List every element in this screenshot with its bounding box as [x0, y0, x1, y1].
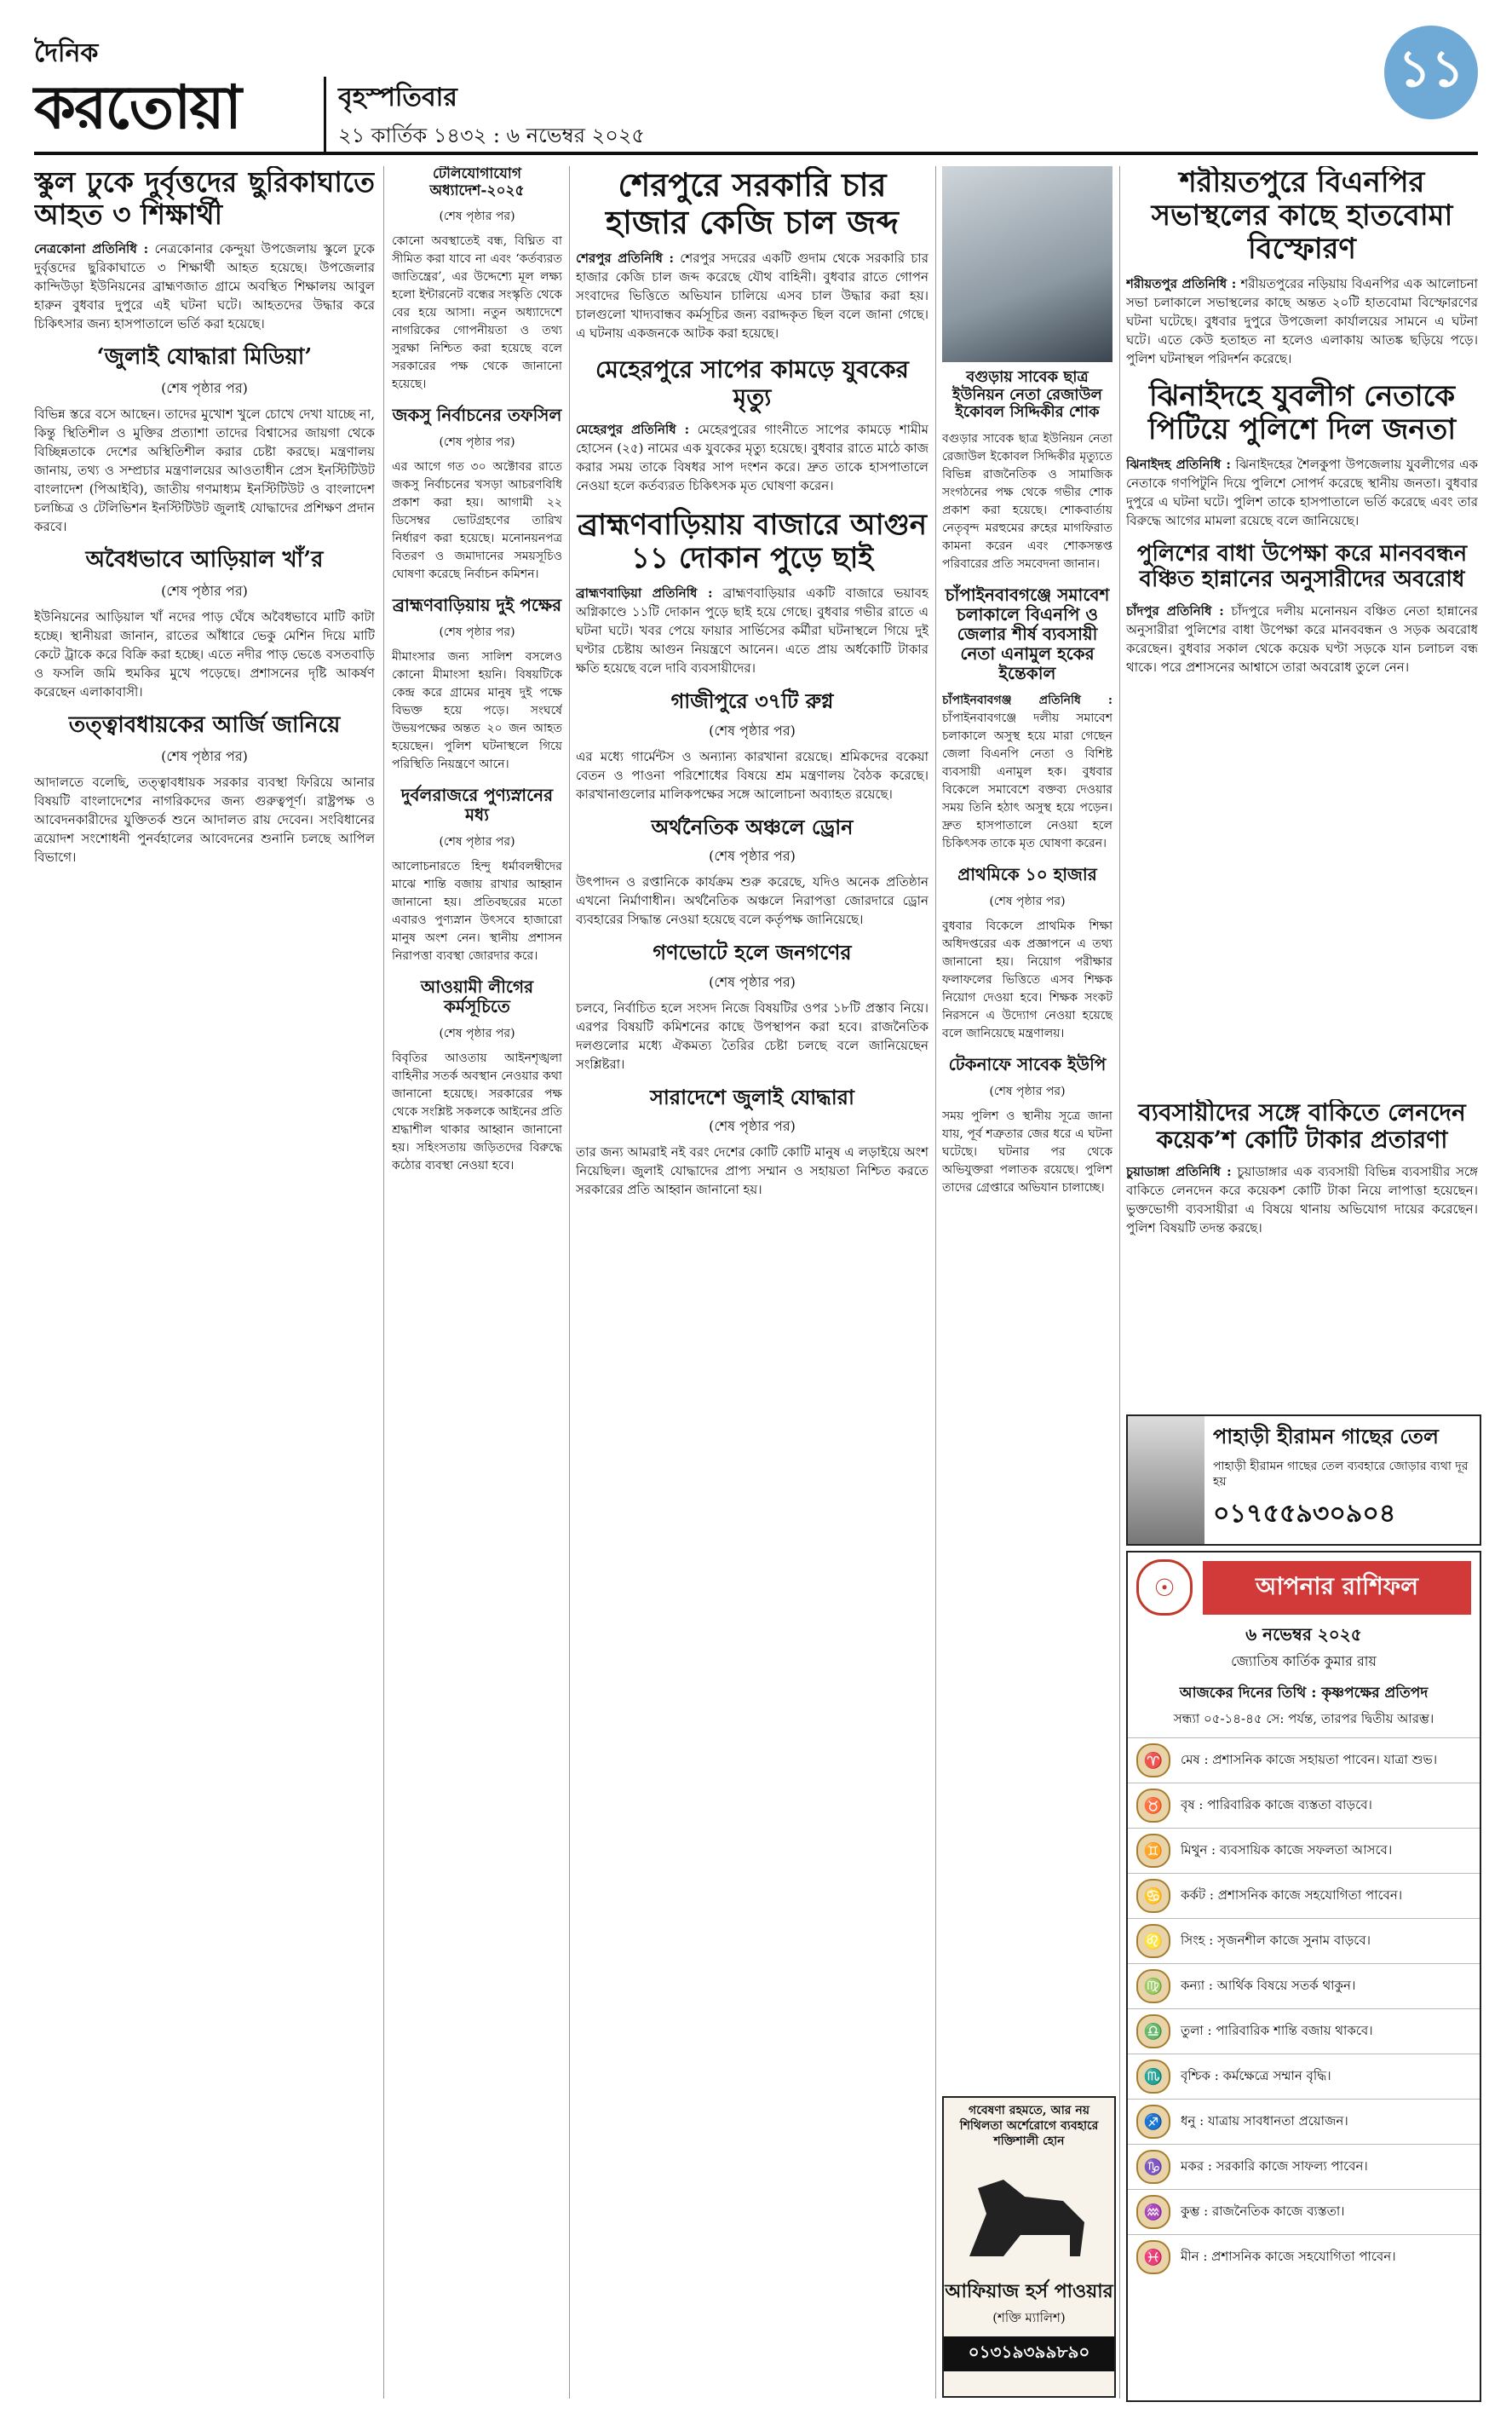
weekday: বৃহস্পতিবার [338, 83, 457, 112]
zodiac-sign-row [1128, 1963, 1480, 2008]
zodiac-sign-row [1128, 1918, 1480, 1963]
zodiac-sign-row [1128, 1783, 1480, 1828]
meherpur-headline: মেহেরপুরে সাপের কামড়ে যুবকের মৃত্যু [595, 355, 909, 412]
oil-ad-portrait [1128, 1416, 1204, 1544]
horoscope-panel [1126, 1551, 1481, 2402]
telecom-cont: (শেষ পৃষ্ঠার পর) [439, 210, 515, 224]
brahman-fire-headline: ব্রাহ্মণবাড়িয়ায় বাজারে আগুন ১১ দোকান পুড়ে ছাই [577, 507, 928, 575]
jhenaidah-body: ঝিনাইদহের শৈলকুপা উপজেলায় যুবলীগের এক নেতাকে গণপিটুনি দিয়ে পুলিশে সোপর্দ করেছে স্থানীয় জনতা। বুধবার দুপুরে এ ঘটনা ঘটে। পুলিশ তাকে হাসপাতালে ভর্তি করেছে এবং তার বিরুদ্ধে আগের মামলা রয়েছে বলে জানিয়েছে। [1126, 457, 1478, 529]
gonovote-body: চলবে, নির্বাচিত হলে সংসদ নিজে বিষয়টির ওপর ১৮টি প্রস্তাব নিয়ে। এরপর বিষয়টি কমিশনের কাছে উপস্থাপন করা হবে। রাজনৈতিক দলগুলোর মধ্যে ঐকমত্য তৈরির চেষ্টা চলছে বলে জানিয়েছেন সংশ্লিষ্টরা। [576, 999, 928, 1072]
logo-small-text: দৈনিক [34, 38, 99, 68]
school-body: নেত্রকোনার কেন্দুয়া উপজেলায় স্কুলে ঢুকে দুর্বৃত্তদের ছুরিকাঘাতে ৩ শিক্ষার্থী আহত হয়েছে। উপজেলার কান্দিউড়া ইউনিয়নের ব্রাহ্মণজাত গ্রামে অবস্থিত শিক্ষালয় আবুল হারুন বুধবার দুপুরে এই ঘটনা ঘটে। আহতদের উদ্ধার করে চিকিৎসার জন্য হাসপাতালে ভর্তি করা হয়েছে। [34, 240, 375, 331]
business-dateline: চুয়াডাঙ্গা প্রতিনিধি : [1126, 1164, 1232, 1180]
awami-cont: (শেষ পৃষ্ঠার পর) [439, 1027, 515, 1041]
obituary-caption: বগুড়ায় সাবেক ছাত্র ইউনিয়ন নেতা রেজাউল ইকোবল সিদ্দিকীর শোক [952, 368, 1102, 422]
brahman-clash-headline: ব্রাহ্মণবাড়িয়ায় দুই পক্ষের [392, 595, 562, 616]
tithi-detail: সন্ধ্যা ০৫-১৪-৪৫ সে: পর্যন্ত, তারপর দ্বিতীয় আরম্ভ। [1173, 1711, 1434, 1726]
page-number-badge: ১১ [1384, 26, 1478, 119]
zodiac-sign-row [1128, 1828, 1480, 1873]
brahman-fire-dateline: ব্রাহ্মণবাড়িয়া প্রতিনিধি : [576, 585, 713, 601]
horoscope-title: আপনার রাশিফল [1203, 1561, 1471, 1615]
durbaraj-body: আলোচনারতে হিন্দু ধর্মাবলম্বীদের মাঝে শান্তি বজায় রাখার আহ্বান জানানো হয়। প্রতিবছরের মতো এবারও পুণ্যস্নান উৎসবে হাজারো মানুষ অংশ নেন। স্থানীয় প্রশাসন নিরাপত্তা ব্যবস্থা জোরদার করে। [392, 860, 562, 964]
jokosu-body: এর আগে গত ৩০ অক্টোবর রাতে জকসু নির্বাচনের খসড়া আচরণবিধি প্রকাশ করা হয়। আগামী ২২ ডিসেম্বর ভোটগ্রহণের তারিখ নির্ধারণ করা হয়েছে। মনোনয়নপত্র বিতরণ ও জমাদানের সময়সূচিও ঘোষণা করেছে নির্বাচন কমিশন। [392, 460, 562, 582]
oil-ad-title: পাহাড়ী হীরামন গাছের তেল [1213, 1424, 1439, 1449]
chapai-body: চাঁপাইনবাবগঞ্জে দলীয় সমাবেশ চলাকালে অসুস্থ হয়ে মারা গেছেন জেলা বিএনপি নেতা ও বিশিষ্ট ব্যবসায়ী এনামুল হক। বুধবার বিকেলে সমাবেশে বক্তব্য দেওয়ার সময় তিনি হঠাৎ অসুস্থ হয়ে পড়েন। দ্রুত হাসপাতালে নেওয়া হলে চিকিৎসক তাকে মৃত ঘোষণা করেন। [942, 711, 1112, 851]
oil-ad [1126, 1414, 1481, 1546]
horse-ad-note: গবেষণা রহমতে, আর নয় শিথিলতা অর্শেরোগে ব্যবহারে শক্তিশালী হোন [959, 2104, 1099, 2148]
arial-khan-cont: (শেষ পৃষ্ঠার পর) [161, 582, 248, 599]
zodiac-sign-text: মিথুন : ব্যবসায়িক কাজে সফলতা আসবে। [1181, 1841, 1393, 1858]
chapai-headline: চাঁপাইনবাবগঞ্জে সমাবেশ চলাকালে বিএনপি ও জেলার শীর্ষ ব্যবসায়ী নেতা এনামুল হকের ইন্তেকাল [945, 585, 1110, 684]
second-column [392, 166, 562, 2399]
aries-icon: ♈ [1136, 1743, 1170, 1777]
primary-headline: প্রাথমিকে ১০ হাজার [957, 864, 1097, 885]
sherpur-headline: শেরপুরে সরকারি চার হাজার কেজি চাল জব্দ [606, 166, 899, 241]
zodiac-sign-row [1128, 1737, 1480, 1783]
shariatpur-body: শরীয়তপুরের নড়িয়ায় বিএনপির এক আলোচনা সভা চলাকালে সভাস্থলের কাছে অন্তত ২০টি হাতবোমা বিস্ফোরণের ঘটনা ঘটেছে। বুধবার দুপুরে উপজেলা কার্যালয়ের সামনে এ ঘটনা ঘটে। এতে কেউ হতাহত না হলেও এলাকায় আতঙ্ক ছড়িয়ে পড়ে। পুলিশ ঘটনাস্থল পরিদর্শন করেছে। [1126, 276, 1478, 367]
zodiac-sign-text: মীন : প্রশাসনিক কাজে সহযোগিতা পাবেন। [1181, 2248, 1396, 2264]
saradesh-cont: (শেষ পৃষ্ঠার পর) [709, 1118, 796, 1135]
durbaraj-cont: (শেষ পৃষ্ঠার পর) [439, 835, 515, 850]
tithi-label: আজকের দিনের তিথি : কৃষ্ণপক্ষের প্রতিপদ [1179, 1685, 1429, 1702]
horoscope-date: ৬ নভেম্বর ২০২৫ [1245, 1624, 1362, 1645]
teknaf-body: সময় পুলিশ ও স্থানীয় সূত্রে জানা যায়, পূর্ব শত্রুতার জের ধরে এ ঘটনা ঘটেছে। ঘটনার পর থেকে অভিযুক্তরা পলাতক রয়েছে। পুলিশ তাদের গ্রেপ্তারে অভিযান চালাচ্ছে। [942, 1109, 1112, 1195]
gonovote-cont: (শেষ পৃষ্ঠার পর) [709, 973, 796, 990]
meherpur-body: মেহেরপুরের গাংনীতে সাপের কামড়ে শামীম হোসেন (২৫) নামের এক যুবকের মৃত্যু হয়েছে। বুধবার রাতে মাঠে কাজ করার সময় তাকে বিষধর সাপ দংশন করে। দ্রুত তাকে হাসপাতালে নেওয়া হলে কর্তব্যরত চিকিৎসক মৃত ঘোষণা করেন। [576, 421, 928, 493]
july-media-cont: (শেষ পৃষ্ঠার পর) [161, 379, 248, 396]
business-headline: ব্যবসায়ীদের সঙ্গে বাকিতে লেনদেন কয়েক’শ কোটি টাকার প্রতারণা [1138, 1099, 1466, 1155]
zodiac-sign-text: সিংহ : সৃজনশীল কাজে সুনাম বাড়বে। [1181, 1932, 1371, 1948]
jokosu-cont: (শেষ পৃষ্ঠার পর) [439, 435, 515, 450]
zodiac-sign-text: বৃশ্চিক : কর্মক্ষেত্রে সম্মান বৃদ্ধি। [1181, 2067, 1331, 2083]
horse-ad-title: আফিয়াজ হর্স পাওয়ার [945, 2280, 1113, 2302]
brahman-clash-body: মীমাংসার জন্য সালিশ বসলেও কোনো মীমাংসা হয়নি। বিষয়টিকে কেন্দ্র করে গ্রামের মানুষ দুই পক্ষে বিভক্ত হয়ে পড়ে। সংঘর্ষে উভয়পক্ষের অন্তত ২০ জন আহত হয়েছেন। পুলিশ ঘটনাস্থলে গিয়ে পরিস্থিতি নিয়ন্ত্রণে আনে। [392, 650, 562, 772]
zodiac-sign-text: মকর : সরকারি কাজে সাফল্য পাবেন। [1181, 2157, 1368, 2174]
zodiac-sign-text: বৃষ : পারিবারিক কাজে ব্যস্ততা বাড়বে। [1181, 1796, 1372, 1812]
column-divider [569, 166, 570, 2399]
zodiac-sign-list [1128, 1737, 1480, 2279]
teknaf-cont: (শেষ পৃষ্ঠার পর) [989, 1085, 1066, 1099]
zodiac-sign-row [1128, 2144, 1480, 2189]
aquarius-icon: ♒ [1136, 2195, 1170, 2229]
shariatpur-dateline: শরীয়তপুর প্রতিনিধি : [1126, 276, 1237, 292]
libra-icon: ♎ [1136, 2014, 1170, 2048]
zodiac-wheel-icon: ☉ [1136, 1559, 1193, 1616]
zodiac-sign-text: ধনু : যাত্রায় সাবধানতা প্রয়োজন। [1181, 2112, 1348, 2129]
issue-date: ২১ কার্তিক ১৪৩২ : ৬ নভেম্বর ২০২৫ [338, 124, 645, 147]
obituary-body: বগুড়ার সাবেক ছাত্র ইউনিয়ন নেতা রেজাউল ইকোবল সিদ্দিকীর মৃত্যুতে বিভিন্ন রাজনৈতিক ও সামাজিক সংগঠনের পক্ষ থেকে গভীর শোক প্রকাশ করা হয়েছে। শোকবার্তায় নেতৃবৃন্দ মরহুমের রুহের মাগফিরাত কামনা করেন এবং শোকসন্তপ্ত পরিবারের প্রতি সমবেদনা জানান। [942, 432, 1112, 572]
zodiac-sign-text: কুম্ভ : রাজনৈতিক কাজে ব্যস্ততা। [1181, 2203, 1345, 2219]
gonovote-headline: গণভোটে হলে জনগণের [653, 940, 852, 965]
oil-ad-phone[interactable]: ০১৭৫৫৯৩০৯০৪ [1213, 1499, 1396, 1529]
business-article [1126, 1099, 1478, 1406]
horoscope-author: জ্যোতিষ কার্তিক কুমার রায় [1231, 1653, 1377, 1669]
jokosu-headline: জকসু নির্বাচনের তফসিল [392, 405, 562, 426]
center-column [576, 166, 928, 2399]
sagittarius-icon: ♐ [1136, 2105, 1170, 2139]
leo-icon: ♌ [1136, 1924, 1170, 1958]
arial-khan-headline: অবৈধভাবে আড়িয়াল খাঁ’র [85, 546, 324, 573]
date-block [324, 77, 645, 154]
scorpio-icon: ♏ [1136, 2059, 1170, 2094]
police-block-headline: পুলিশের বাধা উপেক্ষা করে মানববন্ধন বঞ্চিত হান্নানের অনুসারীদের অবরোধ [1136, 541, 1468, 593]
meherpur-dateline: মেহেরপুর প্রতিনিধি : [576, 421, 690, 437]
gazipur-cont: (শেষ পৃষ্ঠার পর) [709, 722, 796, 739]
saradesh-headline: সারাদেশে জুলাই যোদ্ধারা [650, 1084, 854, 1109]
obituary-photo [942, 166, 1112, 362]
column-divider [935, 166, 936, 2399]
right-column [1126, 166, 1478, 1095]
awami-body: বিবৃতির আওতায় আইনশৃঙ্খলা বাহিনীর সতর্ক অবস্থান নেওয়ার কথা জানানো হয়েছে। সরকারের পক্ষ থেকে সংশ্লিষ্ট সকলকে আইনের প্রতি শ্রদ্ধাশীল থাকার আহ্বান জানানো হয়। সহিংসতায় জড়িতদের বিরুদ্ধে কঠোর ব্যবস্থা নেওয়া হবে। [392, 1051, 562, 1173]
virgo-icon: ♍ [1136, 1969, 1170, 2003]
economy-headline: অর্থনৈতিক অঞ্চলে ড্রোন [651, 814, 854, 839]
fourth-column [942, 166, 1112, 2399]
arial-khan-body: ইউনিয়নের আড়িয়াল খাঁ নদের পাড় ঘেঁষে অবৈধভাবে মাটি কাটা হচ্ছে। স্থানীয়রা জানান, রাতের আঁধারে ভেকু মেশিন দিয়ে মাটি কেটে ট্রাকে করে বিক্রি করা হচ্ছে। এতে নদীর পাড় ভেঙে বসতবাড়ি ও ফসলি জমি হুমকির মুখে পড়েছে। প্রশাসনের দৃষ্টি আকর্ষণ করেছেন এলাকাবাসী। [34, 608, 375, 700]
police-block-body: চাঁদপুরে দলীয় মনোনয়ন বঞ্চিত নেতা হান্নানের অনুসারীরা পুলিশের বাধা উপেক্ষা করে মানববন্ধন ও সড়ক অবরোধ করেছেন। বুধবার সকাল থেকে কয়েক ঘণ্টা সড়কে যান চলাচল বন্ধ থাকে। পরে প্রশাসনের আশ্বাসে তারা অবরোধ তুলে নেন। [1126, 603, 1478, 676]
newspaper-logo: করতোয়া [34, 72, 240, 142]
economy-cont: (শেষ পৃষ্ঠার পর) [709, 848, 796, 865]
sherpur-body: শেরপুর সদরের একটি গুদাম থেকে সরকারি চার হাজার কেজি চাল জব্দ করেছে যৌথ বাহিনী। বুধবার রাতে গোপন সংবাদের ভিত্তিতে অভিযান চালিয়ে এসব চাল উদ্ধার করা হয়। চালগুলো খাদ্যবান্ধব কর্মসূচির জন্য বরাদ্দকৃত ছিল বলে জানা গেছে। এ ঘটনায় একজনকে আটক করা হয়েছে। [576, 251, 928, 342]
july-media-headline: ‘জুলাই যোদ্ধারা মিডিয়া’ [96, 343, 313, 370]
left-column [34, 166, 375, 2399]
business-body: চুয়াডাঙ্গার এক ব্যবসায়ী বিভিন্ন ব্যবসায়ীর সঙ্গে বাকিতে লেনদেন করে কয়েকশ কোটি টাকা নিয়ে লাপাত্তা হয়েছেন। ভুক্তভোগী ব্যবসায়ীরা এ বিষয়ে থানায় অভিযোগ দায়ের করেছেন। পুলিশ বিষয়টি তদন্ত করছে। [1126, 1164, 1478, 1236]
primary-cont: (শেষ পৃষ্ঠার পর) [989, 895, 1066, 909]
brahman-clash-cont: (শেষ পৃষ্ঠার পর) [439, 625, 515, 640]
zodiac-sign-text: মেষ : প্রশাসনিক কাজে সহায়তা পাবেন। যাত্রা শুভ। [1181, 1751, 1438, 1767]
school-dateline: নেত্রকোনা প্রতিনিধি : [34, 240, 149, 256]
caretaker-body: আদালতে বলেছি, তত্ত্বাবধায়ক সরকার ব্যবস্থা ফিরিয়ে আনার বিষয়টি বাংলাদেশের নাগরিকদের জন্য গুরুত্বপূর্ণ। রাষ্ট্রপক্ষ ও আবেদনকারীদের যুক্তিতর্ক শুনে আদালত রায় দেবেন। সংবিধানের ত্রয়োদশ সংশোধনী পুনর্বহালের আবেদনের শুনানি চলছে আপিল বিভাগে। [34, 774, 375, 865]
july-media-body: বিভিন্ন স্তরে বসে আছেন। তাদের মুখোশ খুলে চোখে দেখা যাচ্ছে না, কিন্তু স্থিতিশীল ও মুক্তির প্রত্যাশা তাদের বিশ্বাসের জায়গা থেকে বিচ্ছিন্নতাকে দেশের অস্থিতিশীল করার চেষ্টা করছে। মন্ত্রণালয় জানায়, তথ্য ও সম্প্রচার মন্ত্রণালয়ের আওতাধীন প্রেস ইনস্টিটিউট বাংলাদেশ (পিআইবি), জাতীয় গণমাধ্যম ইনস্টিটিউট ও বাংলাদেশ চলচ্চিত্র ও টেলিভিশন ইনস্টিটিউট জুলাই যোদ্ধাদের প্রশিক্ষণ প্রদান করবে। [34, 406, 375, 534]
teknaf-headline: টেকনাফে সাবেক ইউপি [948, 1054, 1107, 1075]
horse-ad-phone[interactable]: ০১৩১৯৩৯৯৮৯০ [944, 2336, 1114, 2371]
zodiac-sign-row [1128, 1873, 1480, 1918]
horse-ad-subtitle: (শক্তি ম্যালিশ) [992, 2310, 1066, 2325]
horse-icon [944, 2154, 1111, 2273]
primary-body: বুধবার বিকেলে প্রাথমিক শিক্ষা অধিদপ্তরের এক প্রজ্ঞাপনে এ তথ্য জানানো হয়। নিয়োগ পরীক্ষার ফলাফলের ভিত্তিতে এসব শিক্ষক নিয়োগ দেওয়া হবে। শিক্ষক সংকট নিরসনে এ উদ্যোগ নেওয়া হয়েছে বলে জানিয়েছে মন্ত্রণালয়। [942, 919, 1112, 1041]
capricorn-icon: ♑ [1136, 2150, 1170, 2184]
caretaker-cont: (শেষ পৃষ্ঠার পর) [161, 747, 248, 764]
durbaraj-headline: দুর্বলরাজরে পুণ্যস্নানের মধ্য [400, 785, 554, 826]
police-block-dateline: চাঁদপুর প্রতিনিধি : [1126, 603, 1224, 619]
awami-headline: আওয়ামী লীগের কর্মসূচিতে [420, 976, 534, 1017]
column-divider [383, 166, 384, 2399]
horse-power-ad [942, 2096, 1116, 2398]
chapai-dateline: চাঁপাইনবাবগঞ্জ প্রতিনিধি : [942, 694, 1112, 708]
zodiac-sign-row [1128, 2234, 1480, 2279]
oil-ad-note: পাহাড়ী হীরামন গাছের তেল ব্যবহারে জোড়ার ব্যথা দূর হয় [1213, 1460, 1469, 1489]
school-attack-headline: স্কুল ঢুকে দুর্বৃত্তদের ছুরিকাঘাতে আহত ৩ শিক্ষার্থী [34, 166, 375, 231]
sherpur-dateline: শেরপুর প্রতিনিধি : [576, 251, 675, 267]
zodiac-sign-row [1128, 2099, 1480, 2144]
column-divider [1119, 166, 1120, 2399]
zodiac-sign-text: কন্যা : আর্থিক বিষয়ে সতর্ক থাকুন। [1181, 1977, 1356, 1993]
jhenaidah-dateline: ঝিনাইদহ প্রতিনিধি : [1126, 457, 1231, 473]
cancer-icon: ♋ [1136, 1879, 1170, 1913]
gemini-icon: ♊ [1136, 1834, 1170, 1868]
saradesh-body: তার জন্য আমরাই নই বরং দেশের কোটি কোটি মানুষ এ লড়াইয়ে অংশ নিয়েছিল। জুলাই যোদ্ধাদের প্রাপ্য সম্মান ও সহায়তা নিশ্চিত করতে সরকারের প্রতি আহ্বান জানানো হয়। [576, 1144, 928, 1198]
zodiac-sign-row [1128, 2189, 1480, 2234]
zodiac-sign-text: কর্কট : প্রশাসনিক কাজে সহযোগিতা পাবেন। [1181, 1887, 1403, 1903]
shariatpur-headline: শরীয়তপুরে বিএনপির সভাস্থলের কাছে হাতবোমা বিস্ফোরণ [1151, 166, 1453, 267]
economy-body: উৎপাদন ও রপ্তানিকে কার্যক্রম শুরু করেছে, যদিও অনেক প্রতিষ্ঠান এখনো নির্মাণাধীন। অর্থনৈতিক অঞ্চলে নিরাপত্তা জোরদারে ড্রোন ব্যবহারের সিদ্ধান্ত নেওয়া হয়েছে বলে কর্তৃপক্ষ জানিয়েছে। [576, 874, 928, 928]
taurus-icon: ♉ [1136, 1789, 1170, 1823]
jhenaidah-headline: ঝিনাইদহে যুবলীগ নেতাকে পিটিয়ে পুলিশে দিল জনতা [1147, 379, 1457, 447]
pisces-icon: ♓ [1136, 2240, 1170, 2274]
telecom-body: কোনো অবস্থাতেই বন্ধ, বিঘ্নিত বা সীমিত করা যাবে না এবং ‘কর্তব্যরত জাতিন্ত্রের’, এর উদ্দেশ্যে মূল লক্ষ্য হলো ইন্টারনেট বন্ধের সংস্কৃতি থেকে বের হয়ে আসা। নতুন অধ্যাদেশে নাগরিকের গোপনীয়তা ও তথ্য সুরক্ষা নিশ্চিত করা হয়েছে বলে সরকারের পক্ষ থেকে জানানো হয়েছে। [392, 234, 562, 392]
masthead-rule [34, 152, 1478, 155]
zodiac-sign-text: তুলা : পারিবারিক শান্তি বজায় থাকবে। [1181, 2022, 1373, 2038]
telecom-headline: টেলিযোগাযোগ অধ্যাদেশ-২০২৫ [429, 166, 525, 199]
zodiac-sign-row [1128, 2008, 1480, 2054]
gazipur-body: এর মধ্যে গার্মেন্টস ও অন্যান্য কারখানা রয়েছে। শ্রমিকদের বকেয়া বেতন ও পাওনা পরিশোধের বিষয়ে শ্রম মন্ত্রণালয় বৈঠক করেছে। কারখানাগুলোর মালিকপক্ষের সঙ্গে আলোচনা অব্যাহত রয়েছে। [576, 748, 928, 802]
zodiac-sign-row [1128, 2054, 1480, 2099]
masthead [34, 26, 1478, 145]
caretaker-headline: তত্ত্বাবধায়কের আর্জি জানিয়ে [68, 711, 341, 738]
brahman-fire-body: ব্রাহ্মণবাড়িয়ার একটি বাজারে ভয়াবহ অগ্নিকাণ্ডে ১১টি দোকান পুড়ে ছাই হয়ে গেছে। বুধবার গভীর রাতে এ ঘটনা ঘটে। খবর পেয়ে ফায়ার সার্ভিসের কর্মীরা ঘটনাস্থলে গিয়ে দুই ঘণ্টার চেষ্টায় আগুন নিয়ন্ত্রণে আনেন। এতে প্রায় অর্ধকোটি টাকার ক্ষতি হয়েছে বলে দাবি ব্যবসায়ীদের। [576, 585, 928, 676]
gazipur-headline: গাজীপুরে ৩৭টি রুগ্ন [670, 688, 834, 713]
